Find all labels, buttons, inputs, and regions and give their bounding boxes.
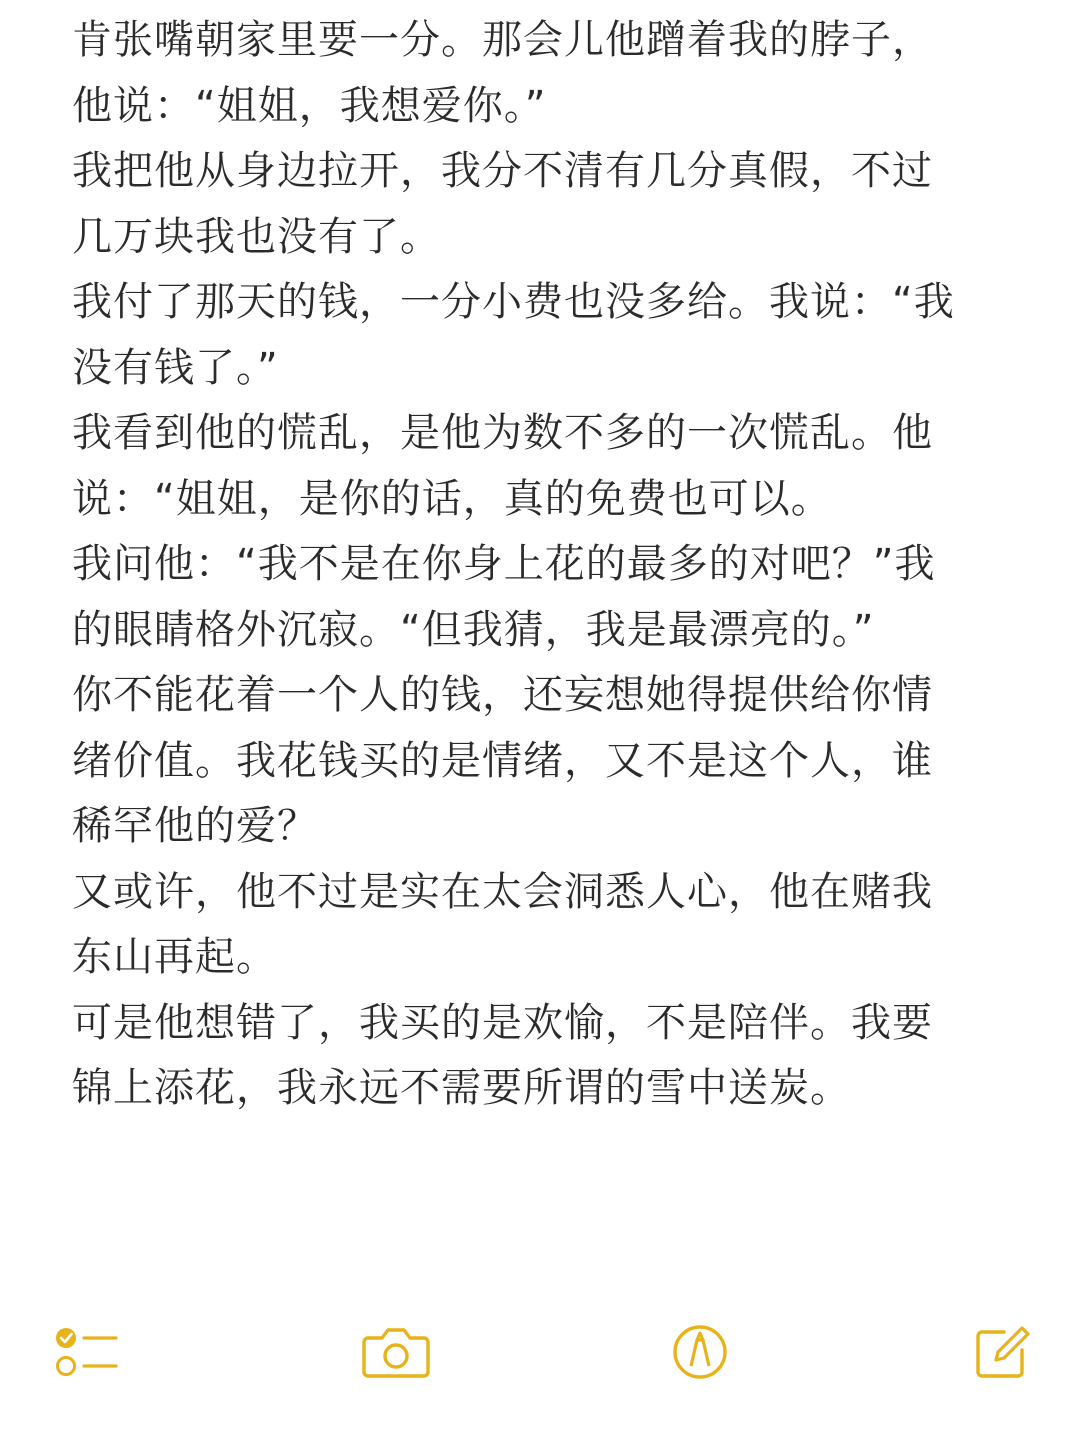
note-line: 我看到他的慌乱，是他为数不多的一次慌乱。他	[72, 410, 933, 456]
note-line: 又或许，他不过是实在太会洞悉人心，他在赌我	[72, 868, 933, 915]
bottom-toolbar	[0, 1312, 1080, 1392]
note-line: 东山再起。	[72, 934, 277, 980]
note-line: 几万块我也没有了。	[72, 213, 441, 260]
camera-icon	[360, 1324, 432, 1380]
note-line: 说：“姐姐，是你的话，真的免费也可以。	[72, 475, 832, 522]
checklist-button[interactable]	[48, 1312, 128, 1392]
markup-icon	[670, 1322, 730, 1382]
note-line: 稀罕他的爱？	[72, 803, 318, 849]
note-line: 锦上添花，我永远不需要所谓的雪中送炭。	[72, 1065, 851, 1111]
note-line: 你不能花着一个人的钱，还妄想她得提供给你情	[72, 672, 933, 718]
note-line: 他说：“姐姐，我想爱你。”	[72, 82, 547, 129]
compose-button[interactable]	[962, 1312, 1042, 1392]
markup-button[interactable]	[660, 1312, 740, 1392]
note-line: 的眼睛格外沉寂。“但我猜，我是最漂亮的。”	[72, 606, 875, 653]
camera-button[interactable]	[356, 1312, 436, 1392]
note-line: 没有钱了。”	[72, 344, 279, 391]
compose-icon	[972, 1322, 1032, 1382]
checklist-icon	[56, 1324, 120, 1380]
note-line: 绪价值。我花钱买的是情绪，又不是这个人，谁	[72, 737, 933, 784]
note-line: 肯张嘴朝家里要一分。那会儿他蹭着我的脖子，	[72, 17, 933, 63]
note-line: 可是他想错了，我买的是欢愉，不是陪伴。我要	[72, 999, 933, 1046]
note-line: 我把他从身边拉开，我分不清有几分真假，不过	[72, 148, 933, 194]
note-body[interactable]	[72, 8, 1012, 1122]
note-line: 我问他：“我不是在你身上花的最多的对吧？”我	[72, 541, 936, 587]
note-line: 我付了那天的钱，一分小费也没多给。我说：“我	[72, 279, 955, 325]
